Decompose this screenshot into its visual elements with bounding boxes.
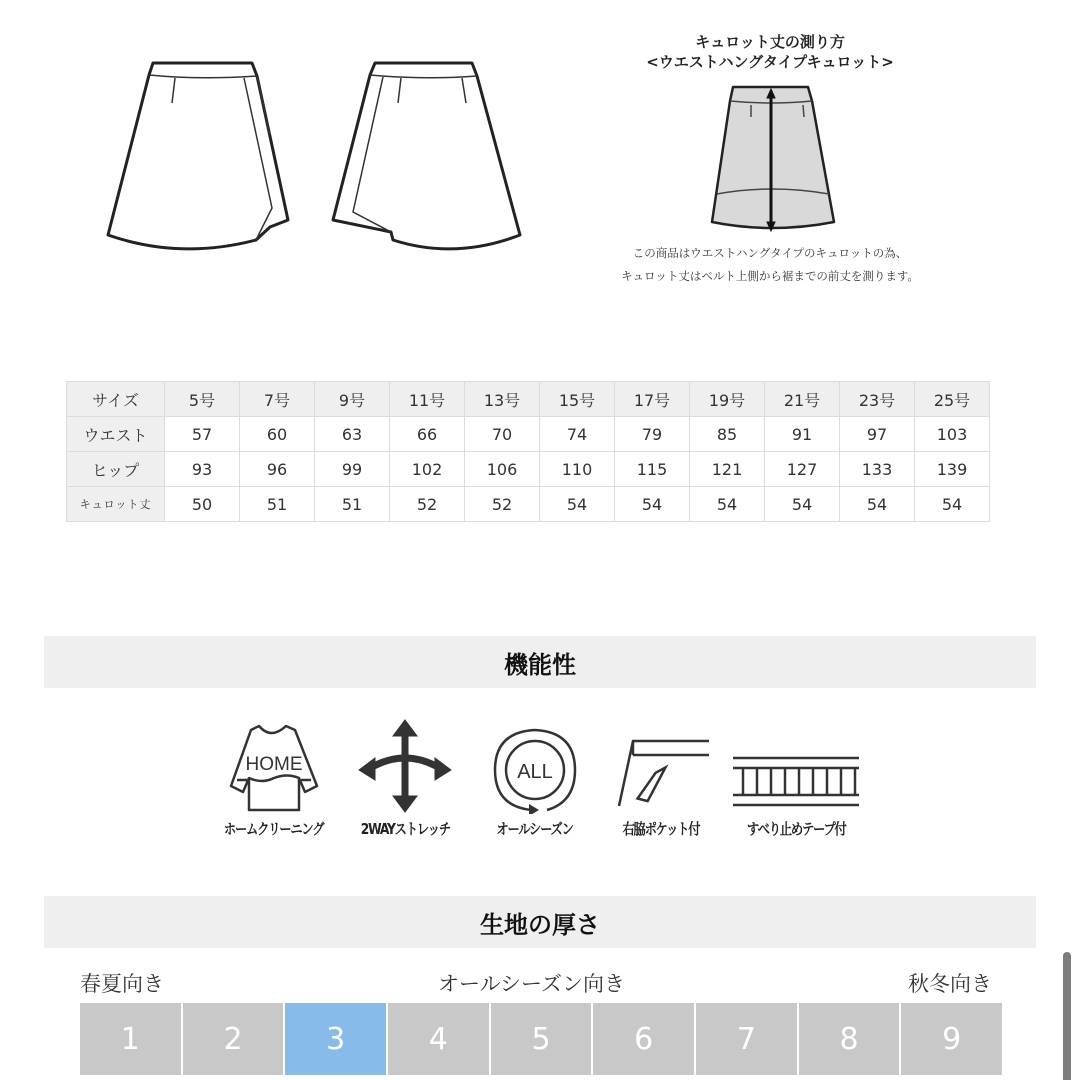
size-table-row-culotte-length (67, 487, 990, 522)
fabric-thickness-title: 生地の厚さ (480, 910, 600, 939)
measurement-skirt-illustration (708, 84, 838, 236)
culotte-length-cell: 51 (315, 487, 390, 522)
hip-cell: 133 (840, 452, 915, 487)
measurement-note-line1: この商品はウエストハングタイプのキュロットの為、 (632, 246, 908, 260)
size-cell: 23号 (840, 382, 915, 417)
waist-cell: 70 (465, 417, 540, 452)
culotte-length-cell: 52 (390, 487, 465, 522)
thickness-level-5: 5 (491, 1003, 592, 1075)
functionality-title: 機能性 (504, 650, 576, 679)
culotte-length-cell: 54 (540, 487, 615, 522)
hip-cell: 102 (390, 452, 465, 487)
functionality-section-header (44, 636, 1036, 688)
measurement-note (570, 242, 970, 288)
size-cell: 19号 (690, 382, 765, 417)
hip-cell: 127 (765, 452, 840, 487)
size-cell: 9号 (315, 382, 390, 417)
waist-cell: 91 (765, 417, 840, 452)
waist-cell: 63 (315, 417, 390, 452)
scrollbar-thumb[interactable] (1063, 952, 1071, 1080)
all-season-icon (487, 718, 583, 814)
size-cell: 17号 (615, 382, 690, 417)
fabric-thickness-section-header (44, 896, 1036, 948)
row-header-waist: ウエスト (67, 417, 165, 452)
row-header-culotte-length: キュロット丈 (67, 487, 165, 522)
culotte-length-cell: 54 (765, 487, 840, 522)
culotte-length-cell: 54 (615, 487, 690, 522)
waist-cell: 103 (915, 417, 990, 452)
waist-cell: 60 (240, 417, 315, 452)
row-header-hip: ヒップ (67, 452, 165, 487)
waist-cell: 79 (615, 417, 690, 452)
hip-cell: 115 (615, 452, 690, 487)
row-header-size: サイズ (67, 382, 165, 417)
feature-all-season (475, 718, 595, 839)
spring-summer-label: 春夏向き (80, 972, 164, 996)
measurement-guide-title (600, 32, 940, 72)
skirt-back-illustration (325, 60, 525, 275)
feature-label: 右脇ポケット付 (622, 820, 700, 838)
size-cell: 21号 (765, 382, 840, 417)
hip-cell: 139 (915, 452, 990, 487)
feature-label: ホームクリーニング (224, 820, 324, 838)
feature-right-pocket (596, 718, 726, 839)
culotte-length-cell: 50 (165, 487, 240, 522)
hip-cell: 121 (690, 452, 765, 487)
feature-label: オールシーズン (496, 820, 574, 838)
size-table-row-hip (67, 452, 990, 487)
thickness-level-2: 2 (183, 1003, 284, 1075)
feature-label: 2WAYストレッチ (360, 820, 450, 838)
hip-cell: 110 (540, 452, 615, 487)
size-cell: 11号 (390, 382, 465, 417)
feature-2way-stretch (350, 718, 460, 839)
size-cell: 15号 (540, 382, 615, 417)
hip-cell: 106 (465, 452, 540, 487)
autumn-winter-label: 秋冬向き (908, 972, 992, 996)
waist-cell: 74 (540, 417, 615, 452)
measurement-title-line1: キュロット丈の測り方 (695, 33, 845, 51)
culotte-length-cell: 54 (840, 487, 915, 522)
feature-home-cleaning (214, 718, 334, 839)
feature-anti-slip-tape (726, 718, 866, 839)
anti-slip-tape-icon (731, 718, 861, 814)
thickness-level-9: 9 (901, 1003, 1002, 1075)
size-table-row-size (67, 382, 990, 417)
hip-cell: 93 (165, 452, 240, 487)
size-cell: 7号 (240, 382, 315, 417)
waist-cell: 66 (390, 417, 465, 452)
waist-cell: 57 (165, 417, 240, 452)
skirt-front-illustration (100, 60, 300, 275)
thickness-level-3-selected: 3 (285, 1003, 386, 1075)
culotte-length-cell: 54 (915, 487, 990, 522)
waist-cell: 85 (690, 417, 765, 452)
svg-text:HOME: HOME (245, 754, 303, 775)
size-cell: 13号 (465, 382, 540, 417)
feature-label: すべり止めテープ付 (746, 820, 846, 838)
size-table-row-waist (67, 417, 990, 452)
measurement-note-line2: キュロット丈はベルト上側から裾までの前丈を測ります。 (621, 269, 919, 283)
measurement-title-line2: <ウエストハングタイプキュロット> (646, 53, 894, 71)
thickness-scale (80, 1003, 1002, 1075)
thickness-level-8: 8 (799, 1003, 900, 1075)
culotte-length-cell: 52 (465, 487, 540, 522)
thickness-level-4: 4 (388, 1003, 489, 1075)
thickness-level-7: 7 (696, 1003, 797, 1075)
size-cell: 5号 (165, 382, 240, 417)
culotte-length-cell: 51 (240, 487, 315, 522)
hip-cell: 96 (240, 452, 315, 487)
right-side-pocket-icon (611, 718, 711, 814)
culotte-length-cell: 54 (690, 487, 765, 522)
thickness-level-1: 1 (80, 1003, 181, 1075)
two-way-stretch-icon (357, 718, 453, 814)
waist-cell: 97 (840, 417, 915, 452)
all-season-label: オールシーズン向き (438, 972, 626, 996)
hip-cell: 99 (315, 452, 390, 487)
size-table (66, 381, 990, 522)
svg-text:ALL: ALL (517, 761, 553, 783)
size-cell: 25号 (915, 382, 990, 417)
home-cleaning-icon (229, 718, 319, 814)
thickness-level-6: 6 (593, 1003, 694, 1075)
